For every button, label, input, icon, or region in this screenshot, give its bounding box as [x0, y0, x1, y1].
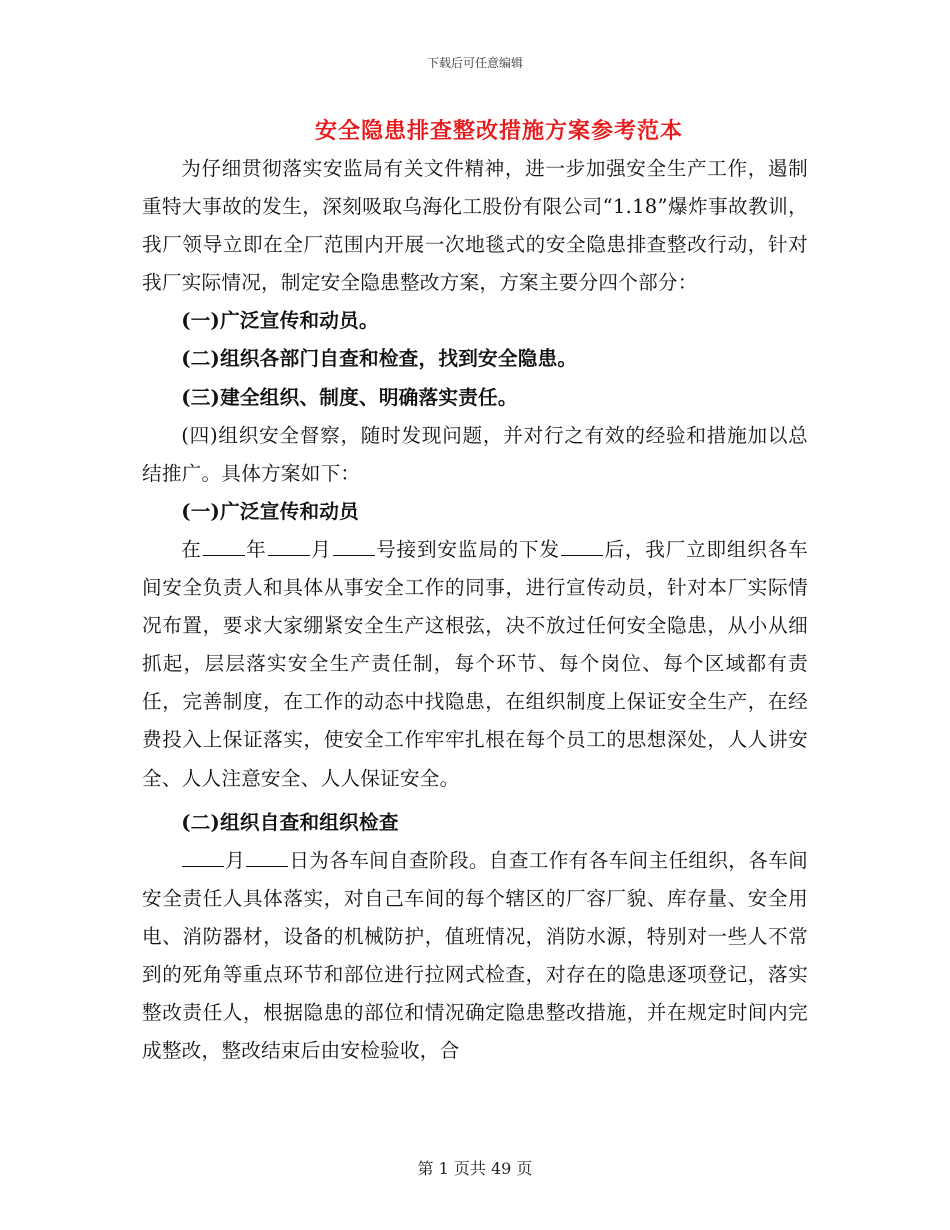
blank-line — [333, 554, 375, 556]
document-body — [142, 150, 808, 1070]
blank-line — [561, 554, 603, 556]
intro-paragraph: 为仔细贯彻落实安监局有关文件精神，进一步加强安全生产工作，遏制重特大事故的发生，深刻吸取乌海化工股份有限公司“1.18”爆炸事故教训，我厂领导立即在全厂范围内开展一次地毯式的安全隐患排查整改行动，针对我厂实际情况，制定安全隐患整改方案，方案主要分四个部分： — [142, 157, 808, 295]
page-footer: 第 1 页共 49 页 — [417, 1159, 533, 1178]
text-fragment: 月 — [225, 848, 246, 872]
section-item-3: (三)建全组织、制度、明确落实责任。 — [181, 385, 518, 409]
heading-publicity: (一)广泛宣传和动员 — [181, 499, 359, 523]
text-fragment: 在 — [181, 537, 202, 561]
heading-self-inspection: (二)组织自查和组织检查 — [181, 810, 399, 834]
section-item-2: (二)组织各部门自查和检查，找到安全隐患。 — [181, 347, 578, 371]
section-item-4: (四)组织安全督察，随时发现问题，并对行之有效的经验和措施加以总结推广。具体方案如下： — [142, 423, 808, 485]
text-fragment: 日为各车间自查阶段。自查工作有各车间主任组织，各车间安全责任人具体落实，对自己车间的每个辖区的厂容厂貌、库存量、安全用电、消防器材，设备的机械防护，值班情况，消防水源，特别对一些人不常到的死角等重点环节和部位进行拉网式检查，对存在的隐患逐项登记，落实整改责任人，根据隐患的部位和情况确定隐患整改措施，并在规定时间内完成整改，整改结束后由安检验收，合 — [142, 848, 809, 1063]
text-fragment: 年 — [245, 537, 267, 561]
text-fragment: 月 — [310, 537, 332, 561]
blank-line — [182, 865, 224, 867]
section-item-1: (一)广泛宣传和动员。 — [181, 309, 379, 333]
text-fragment: 号接到安监局的下发 — [375, 537, 560, 561]
publicity-paragraph — [142, 531, 808, 798]
blank-line — [203, 554, 245, 556]
blank-line — [268, 554, 310, 556]
page-header: 下载后可任意编辑 — [426, 56, 523, 70]
document-title: 安全隐患排查整改措施方案参考范本 — [314, 118, 683, 144]
self-inspection-paragraph — [142, 842, 808, 1071]
text-fragment: 后，我厂立即组织各车间安全负责人和具体从事安全工作的同事，进行宣传动员，针对本厂实际情况布置，要求大家绷紧安全生产这根弦，决不放过任何安全隐患，从小从细抓起，层层落实安全生产责任制，每个环节、每个岗位、每个区域都有责任，完善制度，在工作的动态中找隐患，在组织制度上保证安全生产，在经费投入上保证落实，使安全工作牢牢扎根在每个员工的思想深处，人人讲安全、人人注意安全、人人保证安全。 — [142, 537, 809, 790]
blank-line — [246, 865, 288, 867]
